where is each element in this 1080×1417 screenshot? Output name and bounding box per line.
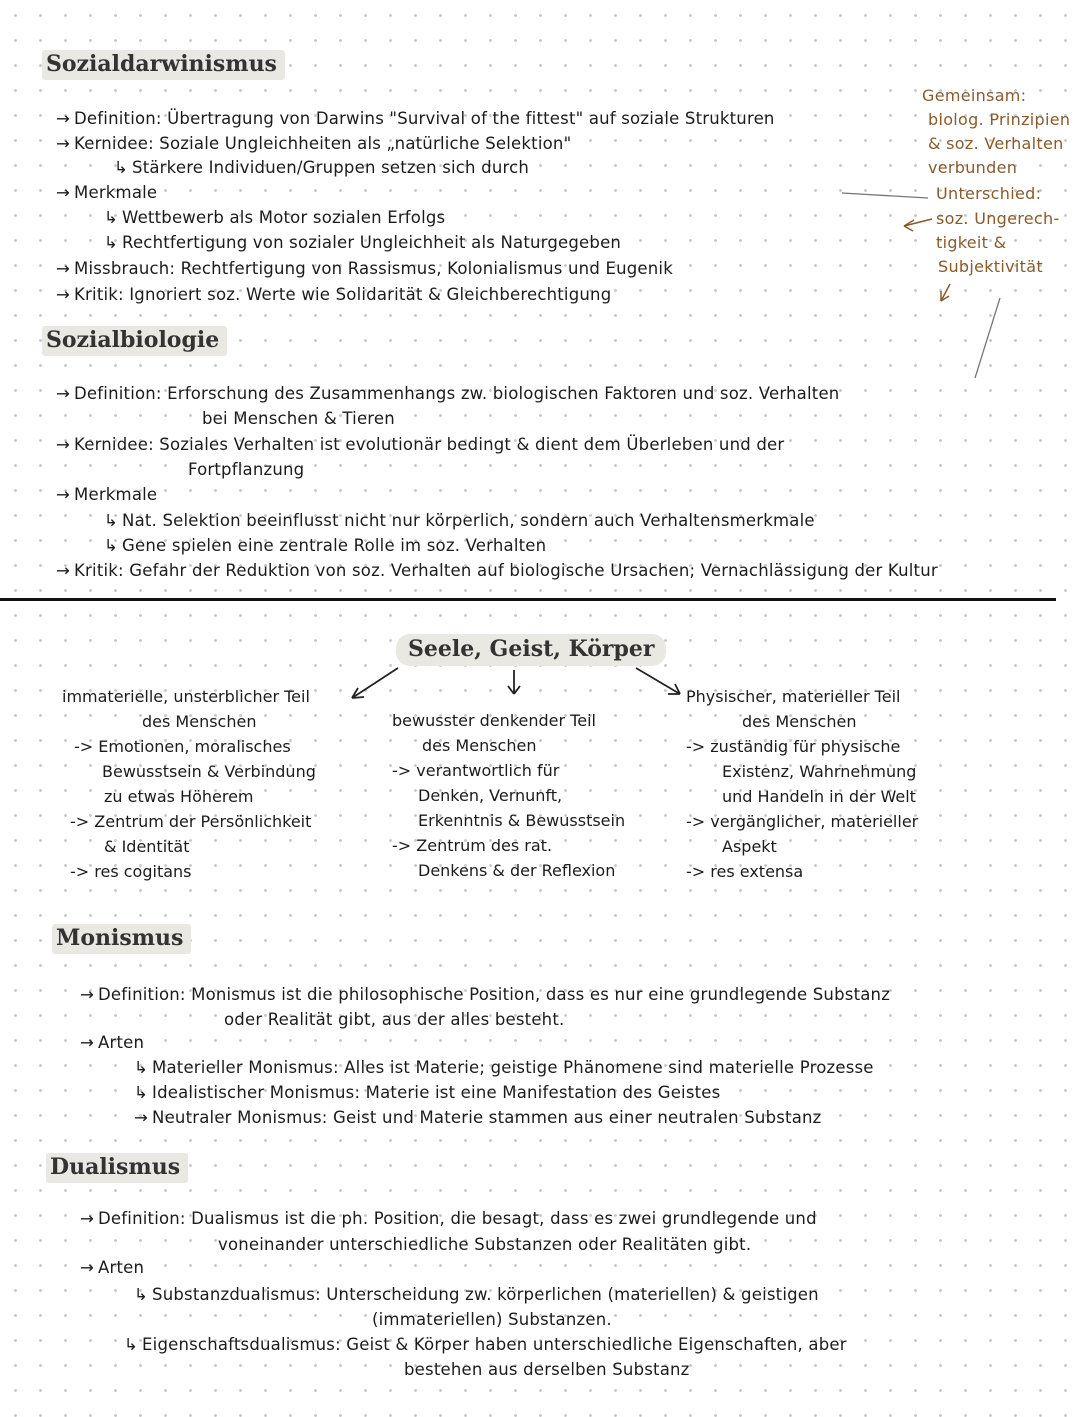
koerper-line: -> res extensa: [686, 862, 804, 881]
seele-line: -> res cogitans: [70, 862, 192, 881]
arrow-right-icon: →: [56, 485, 71, 504]
hook-arrow-icon: ↳: [124, 1335, 139, 1354]
arrow-right-icon: →: [56, 384, 71, 403]
hook-arrow-icon: ↳: [134, 1285, 149, 1304]
du-art-1: ↳ Substanzdualismus: Unterscheidung zw. körperlichen (materiellen) & geistigen: [134, 1285, 819, 1304]
seele-line: -> Zentrum der Persönlichkeit: [70, 812, 312, 831]
sb-merkmale: → Merkmale: [56, 485, 158, 504]
koerper-line: -> zuständig für physische: [686, 737, 901, 756]
sd-merkmal-1: ↳ Wettbewerb als Motor sozialen Erfolgs: [104, 208, 446, 227]
arrow-right-icon: →: [80, 985, 95, 1004]
seele-line: des Menschen: [142, 712, 257, 731]
sb-definition-2: bei Menschen & Tieren: [202, 409, 395, 428]
geist-line: Denkens & der Reflexion: [418, 861, 616, 880]
heading-sozialbiologie: Sozialbiologie: [42, 326, 227, 356]
sb-kernidee: → Kernidee: Soziales Verhalten ist evolutionär bedingt & dient dem Überleben und der: [56, 435, 785, 454]
sd-missbrauch: → Missbrauch: Rechtfertigung von Rassismus, Kolonialismus und Eugenik: [56, 259, 673, 278]
arrow-right-icon: →: [56, 561, 71, 580]
seele-line: zu etwas Höherem: [104, 787, 254, 806]
geist-line: Erkenntnis & Bewusstsein: [418, 811, 626, 830]
seele-line: Bewusstsein & Verbindung: [102, 762, 316, 781]
mo-art-1: ↳ Materieller Monismus: Alles ist Materie; geistige Phänomene sind materielle Prozesse: [134, 1058, 874, 1077]
koerper-line: Aspekt: [722, 837, 777, 856]
arrow-right-icon: →: [56, 435, 71, 454]
heading-dualismus: Dualismus: [46, 1153, 188, 1183]
arrow-right-icon: →: [56, 109, 71, 128]
du-art-1b: (immateriellen) Substanzen.: [372, 1310, 612, 1329]
arrow-to-seele-icon: [352, 668, 398, 698]
koerper-line: Existenz, Wahrnehmung: [722, 762, 917, 781]
hook-arrow-icon: ↳: [104, 233, 119, 252]
side-note-7: tigkeit &: [936, 233, 1007, 252]
sd-merkmale: → Merkmale: [56, 183, 158, 202]
note-arrow-down-icon: [941, 284, 950, 301]
column-geist: [392, 708, 625, 883]
du-definition-2: voneinander unterschiedliche Substanzen oder Realitäten gibt.: [218, 1235, 752, 1254]
side-note-3: & soz. Verhalten: [928, 134, 1064, 153]
hook-arrow-icon: ↳: [114, 158, 129, 177]
note-connector-line-2: [975, 298, 1000, 378]
hook-arrow-icon: ↳: [134, 1058, 149, 1077]
mo-arten: → Arten: [80, 1033, 145, 1052]
sd-kernidee-sub: ↳ Stärkere Individuen/Gruppen setzen sich durch: [114, 158, 530, 177]
du-definition: → Definition: Dualismus ist die ph. Position, die besagt, dass es zwei grundlegende und: [80, 1209, 817, 1228]
arrow-right-icon: →: [56, 134, 71, 153]
arrow-right-icon: →: [56, 183, 71, 202]
mo-art-2: ↳ Idealistischer Monismus: Materie ist eine Manifestation des Geistes: [134, 1083, 721, 1102]
arrow-right-icon: →: [56, 259, 71, 278]
sb-merkmal-2: ↳ Gene spielen eine zentrale Rolle im soz. Verhalten: [104, 536, 547, 555]
column-seele: [62, 684, 316, 884]
note-connector-line: [842, 193, 928, 198]
side-note-6: soz. Ungerech-: [936, 209, 1060, 228]
side-note-5: Unterschied:: [936, 184, 1042, 203]
heading-seele-geist-koerper: Seele, Geist, Körper: [396, 634, 666, 666]
side-note-2: biolog. Prinzipien: [928, 110, 1071, 129]
koerper-line: Physischer, materieller Teil: [686, 687, 901, 706]
sd-definition: → Definition: Übertragung von Darwins "Survival of the fittest" auf soziale Strukturen: [56, 109, 775, 128]
mo-definition: → Definition: Monismus ist die philosophische Position, dass es nur eine grundlegende Substanz: [80, 985, 891, 1004]
geist-line: bewusster denkender Teil: [392, 711, 596, 730]
du-art-2b: bestehen aus derselben Substanz: [404, 1360, 690, 1379]
mo-definition-2: oder Realität gibt, aus der alles besteht.: [224, 1010, 565, 1029]
sb-kritik: → Kritik: Gefahr der Reduktion von soz. Verhalten auf biologische Ursachen; Vernachlässigung der Kultur: [56, 561, 938, 580]
sb-merkmal-1: ↳ Nat. Selektion beeinflusst nicht nur körperlich, sondern auch Verhaltensmerkmale: [104, 511, 815, 530]
geist-line: Denken, Vernunft,: [418, 786, 563, 805]
seele-line: & Identität: [104, 837, 190, 856]
arrow-right-icon: →: [80, 1033, 95, 1052]
arrow-to-geist-icon: [508, 670, 520, 694]
sd-kritik: → Kritik: Ignoriert soz. Werte wie Solidarität & Gleichberechtigung: [56, 285, 612, 304]
section-divider: [0, 598, 1056, 601]
side-note-4: verbunden: [928, 158, 1018, 177]
koerper-line: -> vergänglicher, materieller: [686, 812, 919, 831]
hook-arrow-icon: ↳: [104, 536, 119, 555]
koerper-line: und Handeln in der Welt: [722, 787, 916, 806]
geist-line: des Menschen: [422, 736, 537, 755]
arrow-right-icon: →: [80, 1209, 95, 1228]
seele-line: immaterielle, unsterblicher Teil: [62, 687, 310, 706]
geist-line: -> verantwortlich für: [392, 761, 560, 780]
koerper-line: des Menschen: [742, 712, 857, 731]
hook-arrow-icon: ↳: [104, 208, 119, 227]
arrow-to-koerper-icon: [636, 668, 680, 694]
side-note-1: Gemeinsam:: [922, 86, 1027, 105]
seele-line: -> Emotionen, moralisches: [74, 737, 291, 756]
sb-definition: → Definition: Erforschung des Zusammenhangs zw. biologischen Faktoren und soz. Verhalten: [56, 384, 840, 403]
arrow-right-icon: →: [80, 1258, 95, 1277]
note-arrow-left-icon: [904, 219, 932, 231]
geist-line: -> Zentrum des rat.: [392, 836, 553, 855]
sd-kernidee: → Kernidee: Soziale Ungleichheiten als „natürliche Selektion": [56, 134, 572, 153]
arrow-right-icon: →: [134, 1108, 149, 1127]
du-arten: → Arten: [80, 1258, 145, 1277]
side-note-8: Subjektivität: [938, 257, 1043, 276]
hook-arrow-icon: ↳: [104, 511, 119, 530]
heading-monismus: Monismus: [52, 924, 191, 954]
sd-merkmal-2: ↳ Rechtfertigung von sozialer Ungleichheit als Naturgegeben: [104, 233, 622, 252]
sb-kernidee-2: Fortpflanzung: [188, 460, 305, 479]
mo-art-3: → Neutraler Monismus: Geist und Materie stammen aus einer neutralen Substanz: [134, 1108, 822, 1127]
hook-arrow-icon: ↳: [134, 1083, 149, 1102]
heading-sozialdarwinismus: Sozialdarwinismus: [42, 50, 285, 80]
du-art-2: ↳ Eigenschaftsdualismus: Geist & Körper haben unterschiedliche Eigenschaften, aber: [124, 1335, 847, 1354]
arrow-right-icon: →: [56, 285, 71, 304]
column-koerper: [686, 684, 918, 884]
